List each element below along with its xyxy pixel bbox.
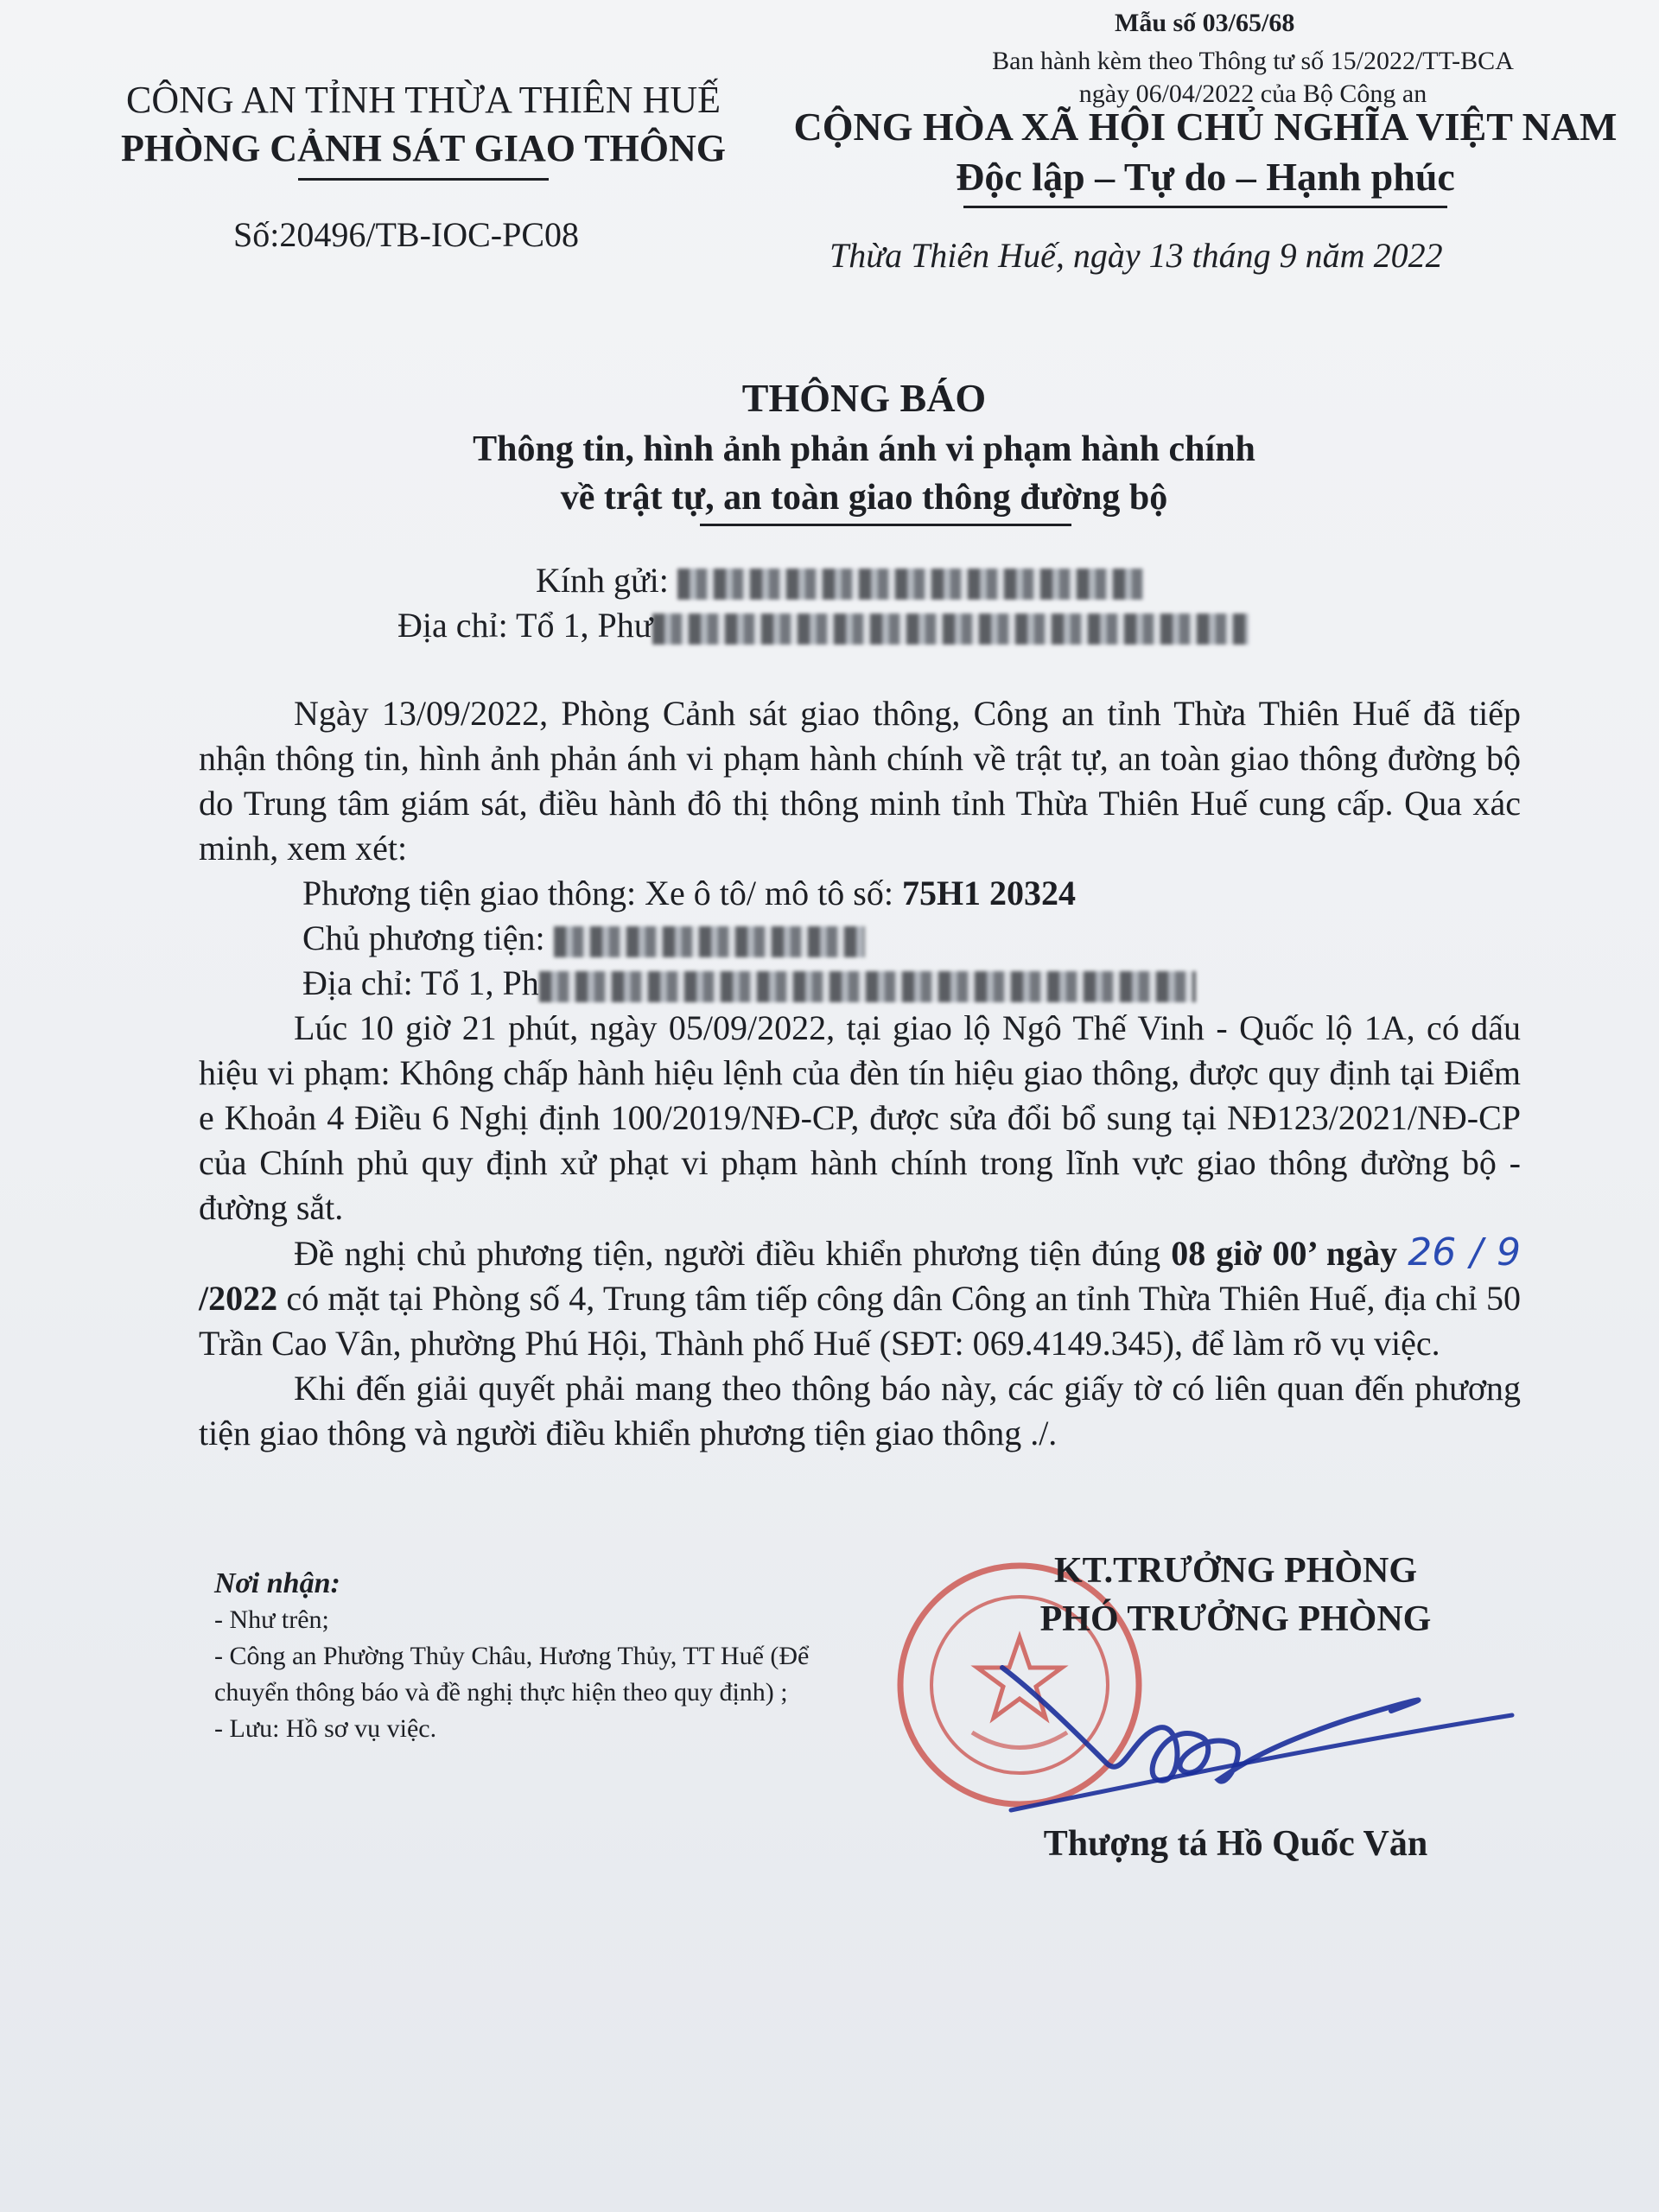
agency-name: CÔNG AN TỈNH THỪA THIÊN HUẾ (125, 79, 721, 121)
vehicle-plate: 75H1 20324 (901, 874, 1077, 912)
form-reference-line-2: ngày 06/04/2022 của Bộ Công an (1078, 79, 1427, 108)
handwritten-signature (985, 1659, 1538, 1823)
owner-line (199, 916, 1521, 961)
title-underline (700, 524, 1071, 526)
request-text-1: Đề nghị chủ phương tiện, người điều khiển phương tiện đúng (294, 1234, 1161, 1273)
national-motto: Độc lập – Tự do – Hạnh phúc (956, 155, 1455, 199)
document-subtitle-line-1: Thông tin, hình ảnh phản ánh vi phạm hành chính (473, 429, 1255, 469)
owner-address-line (199, 961, 1521, 1006)
vehicle-line (199, 871, 1521, 916)
signature-title-line-1: KT.TRƯỞNG PHÒNG (1054, 1551, 1417, 1591)
signature-title-block (933, 1547, 1538, 1643)
recipients-item: - Công an Phường Thủy Châu, Hương Thủy, TT Huế (Để chuyển thông báo và đề nghị thực hiện theo quy định) ; (214, 1642, 810, 1707)
agency-underline (298, 178, 549, 181)
body-paragraph-violation: Lúc 10 giờ 21 phút, ngày 05/09/2022, tại giao lộ Ngô Thế Vinh - Quốc lộ 1A, có dấu hiệu vi phạm: Không chấp hành hiệu lệnh của đèn tín hiệu giao thông, được quy định tại Điểm e Khoản 4 Điều 6 Nghị định 100/2019/NĐ-CP, được sửa đổi bổ sung tại NĐ123/2021/NĐ-CP của Chính phủ quy định xử phạt vi phạm hành chính trong lĩnh vực giao thông đường bộ - đường sắt. (199, 1008, 1521, 1227)
signer-name: Thượng tá Hồ Quốc Văn (1043, 1824, 1428, 1864)
notice-body (199, 691, 1521, 1456)
addressee-address-line (397, 605, 1249, 645)
request-text-2: có mặt tại Phòng số 4, Trung tâm tiếp công dân Công an tỉnh Thừa Thiên Huế, địa chỉ 50 Trần Cao Vân, phường Phú Hội, Thành phố Huế (SĐT: 069.4149.345), để làm rõ vụ việc. (199, 1279, 1521, 1363)
form-number: Mẫu số 03/65/68 (1115, 9, 1295, 37)
form-reference-line-1: Ban hành kèm theo Thông tư số 15/2022/TT-BCA (992, 47, 1514, 75)
recipients-list (214, 1566, 836, 1747)
form-reference (950, 45, 1555, 111)
recipients-item: - Lưu: Hồ sơ vụ việc. (214, 1714, 437, 1743)
redacted-address (652, 613, 1249, 645)
nation-name: CỘNG HÒA XÃ HỘI CHỦ NGHĨA VIỆT NAM (793, 105, 1618, 149)
body-paragraph-request (199, 1230, 1521, 1366)
addressee-line (536, 560, 1144, 601)
recipients-heading: Nơi nhận: (214, 1567, 340, 1599)
signature-title-line-2: PHÓ TRƯỞNG PHÒNG (1039, 1599, 1432, 1639)
owner-label: Chủ phương tiện: (302, 918, 545, 957)
redacted-name (677, 569, 1144, 600)
body-paragraph-intro: Ngày 13/09/2022, Phòng Cảnh sát giao thông, Công an tỉnh Thừa Thiên Huế đã tiếp nhận thông tin, hình ảnh phản ánh vi phạm hành chính về trật tự, an toàn giao thông đường bộ do Trung tâm giám sát, điều hành đô thị thông minh tỉnh Thừa Thiên Huế cung cấp. Qua xác minh, xem xét: (199, 694, 1521, 868)
motto-underline (963, 206, 1447, 208)
vehicle-label: Phương tiện giao thông: Xe ô tô/ mô tô số: (302, 874, 893, 912)
national-heading (760, 102, 1650, 208)
department-name: PHÒNG CẢNH SÁT GIAO THÔNG (120, 127, 727, 169)
owner-address-label: Địa chỉ: Tổ 1, Ph (302, 963, 539, 1002)
document-number: Số:20496/TB-IOC-PC08 (233, 215, 580, 254)
request-time: 08 giờ 00’ ngày (1171, 1234, 1398, 1273)
addressee-label: Kính gửi: (536, 561, 669, 600)
issuing-agency-block (104, 76, 743, 181)
place-and-date: Thừa Thiên Huế, ngày 13 tháng 9 năm 2022 (830, 236, 1443, 275)
redacted-owner (554, 926, 865, 957)
document-title-block (259, 372, 1469, 526)
document-subtitle-line-2: về trật tự, an toàn giao thông đường bộ (560, 478, 1168, 518)
recipients-item: - Như trên; (214, 1605, 329, 1634)
body-paragraph-final: Khi đến giải quyết phải mang theo thông báo này, các giấy tờ có liên quan đến phương tiện giao thông và người điều khiển phương tiện giao thông ./. (199, 1369, 1521, 1452)
document-title: THÔNG BÁO (741, 376, 987, 420)
handwritten-date: 26 / 9 (1408, 1230, 1522, 1274)
addressee-address-label: Địa chỉ: Tổ 1, Phư (397, 606, 653, 645)
redacted-owner-address (539, 971, 1196, 1002)
request-year: /2022 (199, 1279, 278, 1318)
